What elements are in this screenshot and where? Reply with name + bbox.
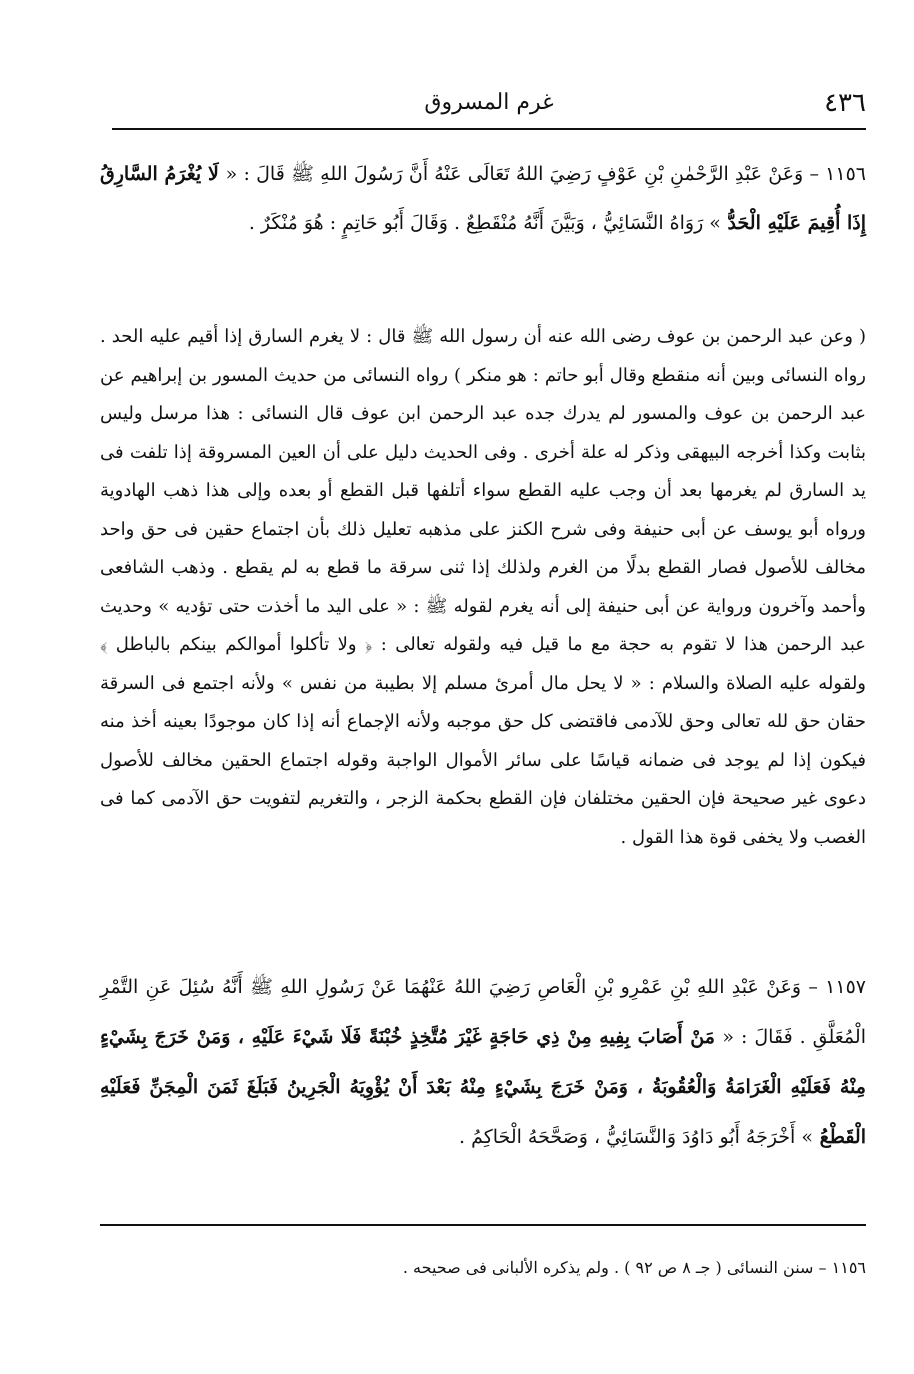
commentary-paragraph: ( وعن عبد الرحمن بن عوف رضى الله عنه أن رسول الله ﷺ قال : لا يغرم السارق إذا أقيم عليه الحد . رواه النسائى وبين أنه منقطع وقال أبو حاتم : هو منكر ) رواه النسائى من حديث المسور بن إبراهيم عن عبد الرحمن بن عوف والمسور لم يدرك جده عبد الرحمن ابن عوف قال النسائى : هذا مرسل وليس بثابت وكذا أخرجه البيهقى وذكر له علة أخرى . وفى الحديث دليل على أن العين المسروقة إذا تلفت فى يد السارق لم يغرمها بعد أن وجب عليه القطع سواء أتلفها قبل القطع أو بعده وإلى هذا ذهب الهادوية ورواه أبو يوسف عن أبى حنيفة وفى شرح الكنز على مذهبه تعليل ذلك بأن اجتماع حقين فى حق واحد مخالف للأصول فصار القطع بدلًا من الغرم ولذلك إذا ثنى سرقة ما قطع به لم يقطع . وذهب الشافعى وأحمد وآخرون ورواية عن أبى حنيفة إلى أنه يغرم لقوله ﷺ : « على اليد ما أخذت حتى تؤديه » وحديث عبد الرحمن هذا لا تقوم به حجة مع ما قيل فيه ولقوله تعالى : ﴿ ولا تأكلوا أموالكم بينكم بالباطل ﴾ ولقوله عليه الصلاة والسلام : « لا يحل مال أمرئ مسلم إلا بطيبة من نفس » ولأنه اجتمع فى السرقة حقان حق لله تعالى وحق للآدمى فاقتضى كل حق موجبه ولأنه الإجماع أنه إذا كان موجودًا بعينه أخذ منه فيكون إذا لم يوجد فى ضمانه قياسًا على سائر الأموال الواجبة وقوله اجتماع الحقين مخالف للأصول دعوى غير صحيحة فإن الحقين مختلفان فإن القطع بحكمة الزجر ، والتغريم لتفويت حق الآدمى كما فى الغصب ولا يخفى قوة هذا القول . bbox=[100, 326, 866, 848]
page-title: غرم المسروق bbox=[424, 90, 554, 115]
hadith-1156 bbox=[100, 150, 866, 248]
header-divider bbox=[112, 128, 866, 130]
page-header bbox=[112, 88, 866, 128]
hadith-1156-text: لَا يُغْرَمُ السَّارِقُ إِذَا أُقِيمَ عَلَيْهِ الْحَدُّ bbox=[100, 163, 866, 234]
hadith-1156-intro: ١١٥٦ – وَعَنْ عَبْدِ الرَّحْمٰنِ بْنِ عَوْفٍ رَضِيَ اللهُ تَعَالَى عَنْهُ أَنَّ رَسُولَ اللهِ ﷺ قَالَ : « bbox=[225, 163, 866, 185]
footnote: ١١٥٦ – سنن النسائى ( جـ ٨ ص ٩٢ ) . ولم يذكره الألبانى فى صحيحه . bbox=[402, 1258, 866, 1277]
hadith-1157-text: مَنْ أَصَابَ بِفِيهِ مِنْ ذِي حَاجَةٍ غَيْرَ مُتَّخِذٍ خُبْنَةً فَلَا شَيْءَ عَلَيْهِ ، وَمَنْ خَرَجَ بِشَيْءٍ مِنْهُ فَعَلَيْهِ الْغَرَامَةُ وَالْعُقُوبَةُ ، وَمَنْ خَرَجَ بِشَيْءٍ مِنْهُ بَعْدَ أَنْ يُؤْوِيَهُ الْجَرِينُ فَبَلَغَ ثَمَنَ الْمِجَنِّ فَعَلَيْهِ الْقَطْعُ bbox=[100, 1026, 866, 1148]
hadith-1157-intro: ١١٥٧ – وَعَنْ عَبْدِ اللهِ بْنِ عَمْرِو بْنِ الْعَاصِ رَضِيَ اللهُ عَنْهُمَا عَنْ رَسُولِ اللهِ ﷺ أَنَّهُ سُئِلَ عَنِ التَّمْرِ الْمُعَلَّقِ . فَقَالَ : « bbox=[100, 976, 866, 1048]
hadith-1157 bbox=[100, 962, 866, 1162]
footnote-divider bbox=[100, 1224, 866, 1226]
page-number: ٤٣٦ bbox=[824, 88, 866, 118]
hadith-1156-outro: » رَوَاهُ النَّسَائِيُّ ، وَبَيَّنَ أَنَّهُ مُنْقَطِعٌ . وَقَالَ أَبُو حَاتِمٍ : هُوَ مُنْكَرٌ . bbox=[248, 212, 721, 234]
hadith-1157-outro: » أَخْرَجَهُ أَبُو دَاوُدَ وَالنَّسَائِيُّ ، وَصَحَّحَهُ الْحَاكِمُ . bbox=[459, 1126, 813, 1148]
